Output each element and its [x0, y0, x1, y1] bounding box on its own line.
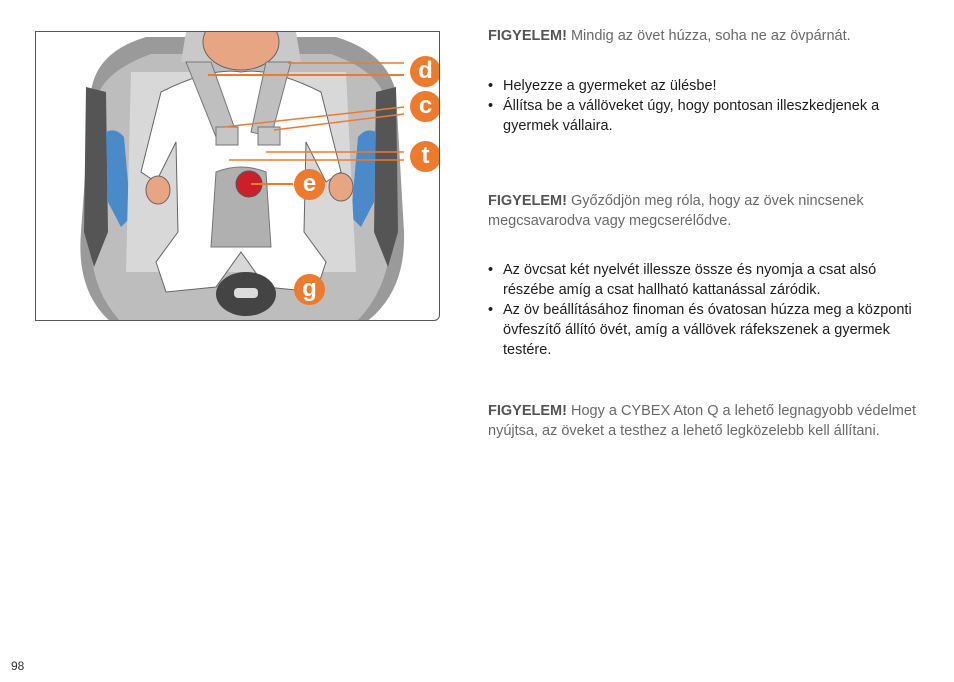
warning-2-text: Győződjön meg róla, hogy az övek nincsenek megcsavarodva vagy megcserélődve.: [488, 193, 864, 229]
steps-list-1: [488, 76, 928, 136]
warning-1: [488, 26, 928, 46]
label-t: t: [410, 141, 440, 172]
warning-1-prefix: FIGYELEM!: [488, 28, 567, 44]
warning-3: [488, 401, 928, 441]
label-d: d: [410, 56, 440, 87]
warning-1-text: Mindig az övet húzza, soha ne az övpárnát.: [566, 28, 851, 44]
warning-3-text: Hogy a CYBEX Aton Q a lehető legnagyobb védelmet nyújtsa, az öveket a testhez a lehető legközelebb kell állítani.: [488, 403, 916, 439]
steps-list-2: [488, 260, 928, 360]
label-g: g: [294, 274, 325, 305]
list-item: • Állítsa be a vállöveket úgy, hogy pontosan illeszkedjenek a gyermek vállaira.: [488, 96, 928, 136]
label-e: e: [294, 169, 325, 200]
list-item: • Az övcsat két nyelvét illessze össze és nyomja a csat alsó részébe amíg a csat hallható kattanással záródik.: [488, 260, 928, 300]
car-seat-drawing: [36, 32, 440, 321]
label-c: c: [410, 91, 440, 122]
warning-2-prefix: FIGYELEM!: [488, 193, 567, 209]
page-number: 98: [11, 659, 25, 673]
list-item: • Helyezze a gyermeket az ülésbe!: [488, 76, 928, 96]
list-item: • Az öv beállításához finoman és óvatosan húzza meg a központi övfeszítő állító övét, amíg a vállövek ráfekszenek a gyermek testére.: [488, 300, 928, 360]
car-seat-illustration: [35, 31, 440, 321]
warning-3-prefix: FIGYELEM!: [488, 403, 567, 419]
warning-2: [488, 191, 928, 231]
